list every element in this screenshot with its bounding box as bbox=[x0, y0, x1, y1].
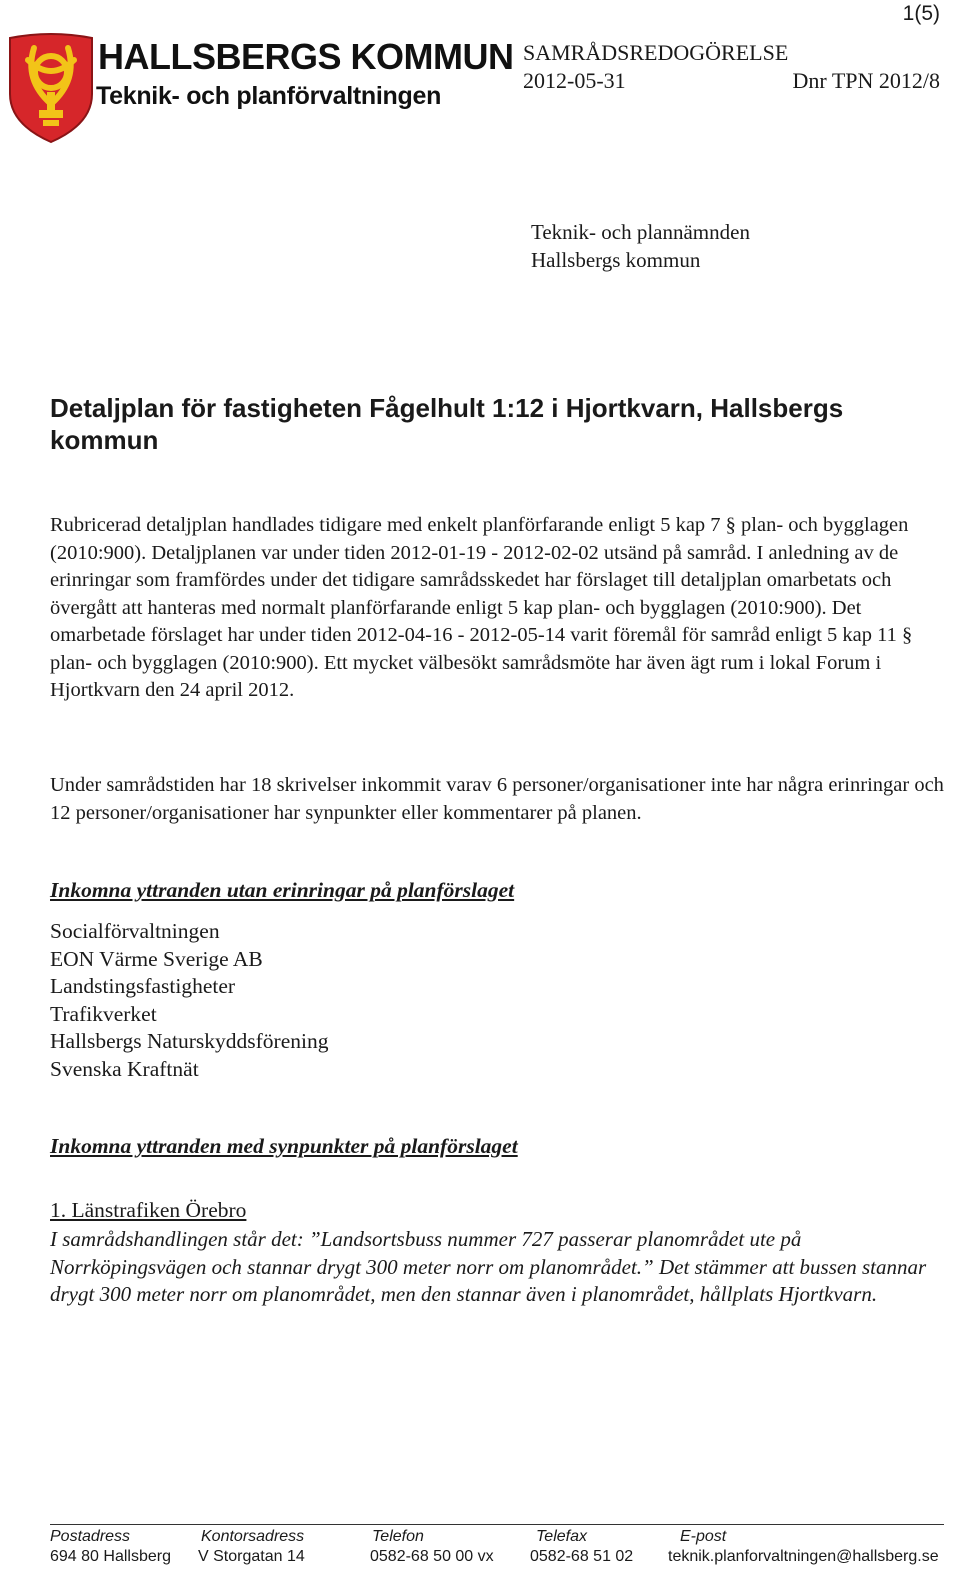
footer-label-fax: Telefax bbox=[536, 1528, 587, 1545]
footer-divider bbox=[50, 1524, 944, 1525]
comment-entry-title: 1. Länstrafiken Örebro bbox=[50, 1198, 247, 1222]
recipient-line: Teknik- och plannämnden bbox=[531, 220, 750, 244]
municipality-logo bbox=[6, 32, 514, 144]
footer-postal-address: 694 80 Hallsberg bbox=[50, 1548, 171, 1565]
page-number: 1(5) bbox=[902, 2, 940, 25]
document-reference: Dnr TPN 2012/8 bbox=[792, 68, 940, 93]
department-name: Teknik- och planförvaltningen bbox=[96, 82, 442, 110]
footer-label-postal: Postadress bbox=[50, 1528, 131, 1545]
no-objections-list bbox=[50, 918, 328, 1083]
footer-phone: 0582-68 50 00 vx bbox=[370, 1548, 494, 1565]
document-title: Detaljplan för fastigheten Fågelhult 1:12 i Hjortkvarn, Hallsbergs kommun bbox=[50, 393, 844, 455]
list-item: Landstingsfastigheter bbox=[50, 974, 236, 998]
comment-entry-text: I samrådshandlingen står det: ”Landsortsbuss nummer 727 passerar planområdet ute på Norrköpingsvägen och stannar drygt 300 meter norr om planområdet.” Det stämmer att bussen stannar drygt 300 meter norr om planområdet, men den stannar även i planområdet, hållplats Hjortkvarn. bbox=[50, 1227, 927, 1306]
summary-paragraph: Under samrådstiden har 18 skrivelser inkommit varav 6 personer/organisationer inte har några erinringar och 12 personer/organisationer har synpunkter eller kommentarer på planen. bbox=[50, 774, 944, 824]
footer-office-address: V Storgatan 14 bbox=[198, 1548, 305, 1565]
municipal-coat-of-arms-icon bbox=[6, 32, 96, 144]
organization-name: HALLSBERGS KOMMUN bbox=[98, 36, 514, 77]
list-item: Trafikverket bbox=[50, 1001, 157, 1026]
list-item: Svenska Kraftnät bbox=[50, 1056, 199, 1081]
list-item: Socialförvaltningen bbox=[50, 919, 220, 943]
footer-label-email: E-post bbox=[680, 1528, 727, 1545]
document-type: SAMRÅDSREDOGÖRELSE bbox=[523, 40, 789, 65]
footer-fax: 0582-68 51 02 bbox=[530, 1548, 634, 1565]
recipient-address bbox=[531, 218, 750, 274]
footer-label-office: Kontorsadress bbox=[201, 1528, 305, 1545]
list-item: Hallsbergs Naturskyddsförening bbox=[50, 1029, 329, 1053]
footer-label-phone: Telefon bbox=[372, 1528, 424, 1545]
list-item: EON Värme Sverige AB bbox=[50, 946, 263, 971]
section-heading-no-objections: Inkomna yttranden utan erinringar på planförslaget bbox=[50, 878, 515, 902]
section-heading-with-comments: Inkomna yttranden med synpunkter på planförslaget bbox=[50, 1134, 518, 1158]
document-date: 2012-05-31 bbox=[523, 68, 626, 93]
recipient-line: Hallsbergs kommun bbox=[531, 248, 701, 272]
footer-email[interactable]: teknik.planforvaltningen@hallsberg.se bbox=[668, 1548, 939, 1565]
intro-paragraph: Rubricerad detaljplan handlades tidigare med enkelt planförfarande enligt 5 kap 7 § plan- och bygglagen (2010:900). Detaljplanen var under tiden 2012-01-19 - 2012-02-02 utsänd på samråd. I anledning av de erinringar som framfördes under det tidigare samrådsskedet har förslaget till detaljplan omarbetats och övergått att hanteras med normalt planförfarande enligt 5 kap plan- och bygglagen (2010:900). Det omarbetade förslaget har under tiden 2012-04-16 - 2012-05-14 varit föremål för samråd enligt 5 kap 11 § plan- och bygglagen (2010:900). Ett mycket välbesökt samrådsmöte har även ägt rum i lokal Forum i Hjortkvarn den 24 april 2012. bbox=[50, 514, 913, 701]
